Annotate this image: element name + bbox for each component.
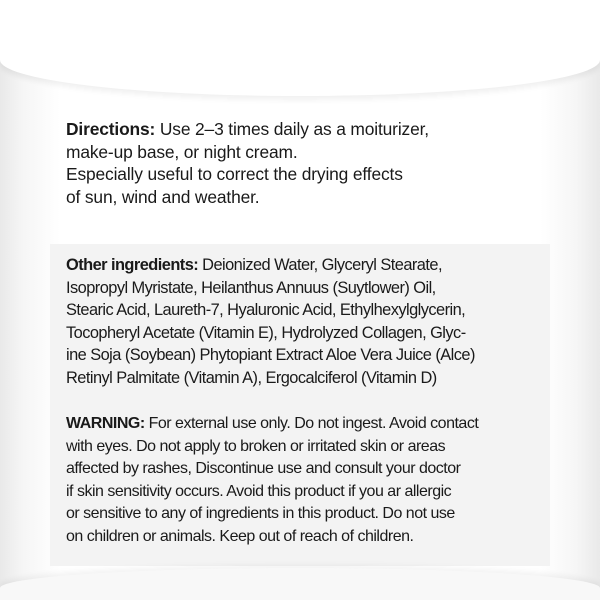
jar-base-edge (0, 568, 600, 600)
warning-text: For external use only. Do not ingest. Avoid contact (144, 415, 479, 432)
ingredients-line: ine Soja (Soybean) Phytopiant Extract Aloe Vera Juice (Alce) (66, 346, 475, 364)
directions-line-1 (66, 118, 550, 141)
warning-line: with eyes. Do not apply to broken or irritated skin or areas (66, 437, 446, 455)
ingredients-line: Retinyl Palmitate (Vitamin A), Ergocalciferol (Vitamin D) (66, 368, 437, 387)
ingredients-line-1 (66, 254, 550, 277)
directions-heading: Directions: (66, 119, 156, 139)
ingredients-heading: Other ingredients: (66, 256, 199, 274)
warning-line: on children or animals. Keep out of reach of children. (66, 527, 414, 545)
directions-text: Use 2–3 times daily as a moiturizer, (155, 119, 429, 139)
ingredients-text: Deionized Water, Glyceryl Stearate, (198, 256, 442, 274)
ingredients-line: Stearic Acid, Laureth-7, Hyaluronic Acid, Ethylhexylglycerin, (66, 301, 466, 319)
directions-line: Especially useful to correct the drying effects (66, 164, 403, 184)
directions-line: of sun, wind and weather. (66, 186, 260, 207)
warning-heading: WARNING: (66, 415, 145, 432)
jar-lid-edge (0, 0, 600, 96)
directions-section (50, 118, 550, 208)
warning-line: or sensitive to any of ingredients in this product. Do not use (66, 505, 455, 523)
warning-line-1 (66, 413, 550, 436)
product-label (50, 118, 550, 208)
ingredients-line: Tocopheryl Acetate (Vitamin E), Hydrolyzed Collagen, Glyc- (66, 323, 466, 342)
directions-line: make-up base, or night cream. (66, 141, 298, 162)
warning-section (66, 413, 550, 549)
ingredients-line: Isopropyl Myristate, Heilanthus Annuus (Suytlower) Oil, (66, 278, 436, 297)
ingredients-section (66, 254, 550, 389)
warning-line: if skin sensitivity occurs. Avoid this product if you ar allergic (66, 482, 452, 500)
warning-line: affected by rashes, Discontinue use and consult your doctor (66, 460, 461, 478)
